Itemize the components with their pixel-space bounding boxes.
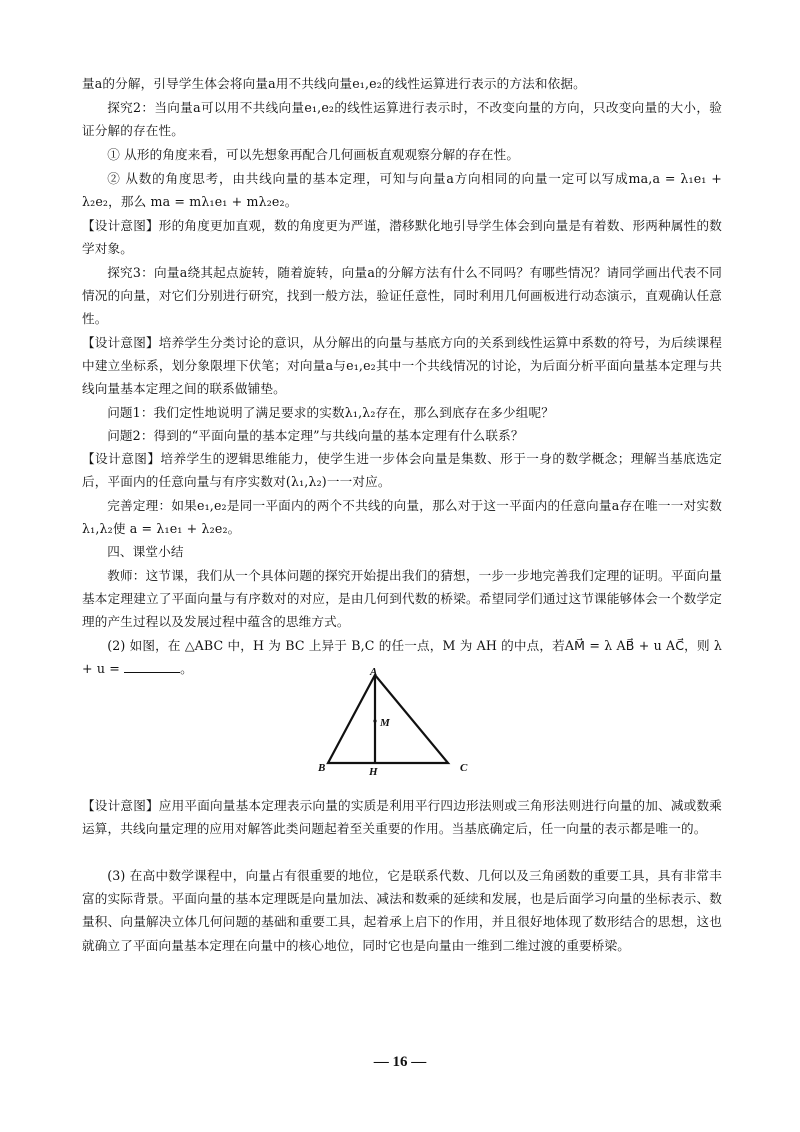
question-paragraph: 问题2：得到的“平面向量的基本定理”与共线向量的基本定理有什么联系？	[107, 428, 524, 443]
exercise-text: (2) 如图，在 △ABC 中，H 为 BC 上异于 B,C 的任一点，M 为 AH 的中点，若AM⃗ = λ AB⃗ + u AC⃗，则 λ + u =	[82, 638, 722, 677]
label-c: C	[460, 762, 468, 774]
theorem-paragraph: 完善定理：如果e₁,e₂是同一平面内的两个不共线的向量，那么对于这一平面内的任意向量a存在唯一一对实数λ₁,λ₂使 a = λ₁e₁ + λ₂e₂。	[82, 498, 722, 537]
exercise-end: 。	[180, 661, 193, 677]
paragraph: (3) 在高中数学课程中，向量占有很重要的地位，它是联系代数、几何以及三角函数的重要工具，具有非常丰富的实际背景。平面向量的基本定理既是向量加法、减法和数乘的延续和发展，也是后面学习向量的坐标表示、数量积、向量解决立体几何问题的基础和重要工具，起着承上启下的作用，并且很好地体现了数形结合的思想，这也就确立了平面向量基本定理在向量中的核心地位，同时它也是向量由一维到二维过渡的重要桥梁。	[82, 868, 722, 953]
design-intent-paragraph: 【设计意图】培养学生分类讨论的意识，从分解出的向量与基底方向的关系到线性运算中系数的符号，为后续课程中建立坐标系，划分象限埋下伏笔；对向量a与e₁,e₂其中一个共线情况的讨论，为后面分析平面向量基本定理与共线向量基本定理之间的联系做铺垫。	[82, 335, 722, 397]
label-a: A	[370, 666, 378, 678]
label-h: H	[369, 766, 378, 778]
triangle-diagram	[300, 664, 490, 784]
point-m	[373, 719, 376, 722]
paragraph: 探究2：当向量a可以用不共线向量e₁,e₂的线性运算进行表示时，不改变向量的方向，只改变向量的大小，验证分解的存在性。	[82, 100, 722, 139]
design-intent-paragraph: 【设计意图】应用平面向量基本定理表示向量的实质是利用平行四边形法则或三角形法则进行向量的加、减或数乘运算，共线向量定理的应用对解答此类问题起着至关重要的作用。当基底确定后，任一向量的表示都是唯一的。	[82, 798, 722, 837]
page-number: — 16 —	[373, 1054, 427, 1070]
section-heading: 四、课堂小结	[107, 544, 184, 559]
design-intent-paragraph: 【设计意图】形的角度更加直观，数的角度更为严谨，潜移默化地引导学生体会到向量是有着数、形两种属性的数学对象。	[82, 218, 722, 257]
answer-blank	[124, 660, 180, 673]
question-paragraph: 问题1：我们定性地说明了满足要求的实数λ₁,λ₂存在，那么到底存在多少组呢？	[107, 405, 554, 420]
paragraph: ① 从形的角度来看，可以先想象再配合几何画板直观观察分解的存在性。	[107, 147, 520, 162]
label-m: M	[380, 717, 390, 729]
paragraph: 教师：这节课，我们从一个具体问题的探究开始提出我们的猜想，一步一步地完善我们定理的证明。平面向量基本定理建立了平面向量与有序数对的对应，是由几何到代数的桥梁。希望同学们通过这节课能够体会一个数学定理的产生过程以及发展过程中蕴含的思维方式。	[82, 568, 722, 630]
paragraph: 量a的分解，引导学生体会将向量a用不共线向量e₁,e₂的线性运算进行表示的方法和依据。	[82, 76, 586, 91]
paragraph: ② 从数的角度思考，由共线向量的基本定理，可知与向量a方向相同的向量一定可以写成ma,a = λ₁e₁ + λ₂e₂，那么 ma = mλ₁e₁ + mλ₂e₂。	[82, 171, 722, 210]
design-intent-paragraph: 【设计意图】培养学生的逻辑思维能力，使学生进一步体会向量是集数、形于一身的数学概念；理解当基底选定后，平面内的任意向量与有序实数对(λ₁,λ₂)一一对应。	[82, 451, 722, 490]
triangle-figure	[300, 664, 490, 784]
paragraph: 探究3：向量a绕其起点旋转，随着旋转，向量a的分解方法有什么不同吗？有哪些情况？请同学画出代表不同情况的向量，对它们分别进行研究，找到一般方法，验证任意性，同时利用几何画板进行动态演示，直观确认任意性。	[82, 265, 722, 327]
label-b: B	[318, 762, 326, 774]
